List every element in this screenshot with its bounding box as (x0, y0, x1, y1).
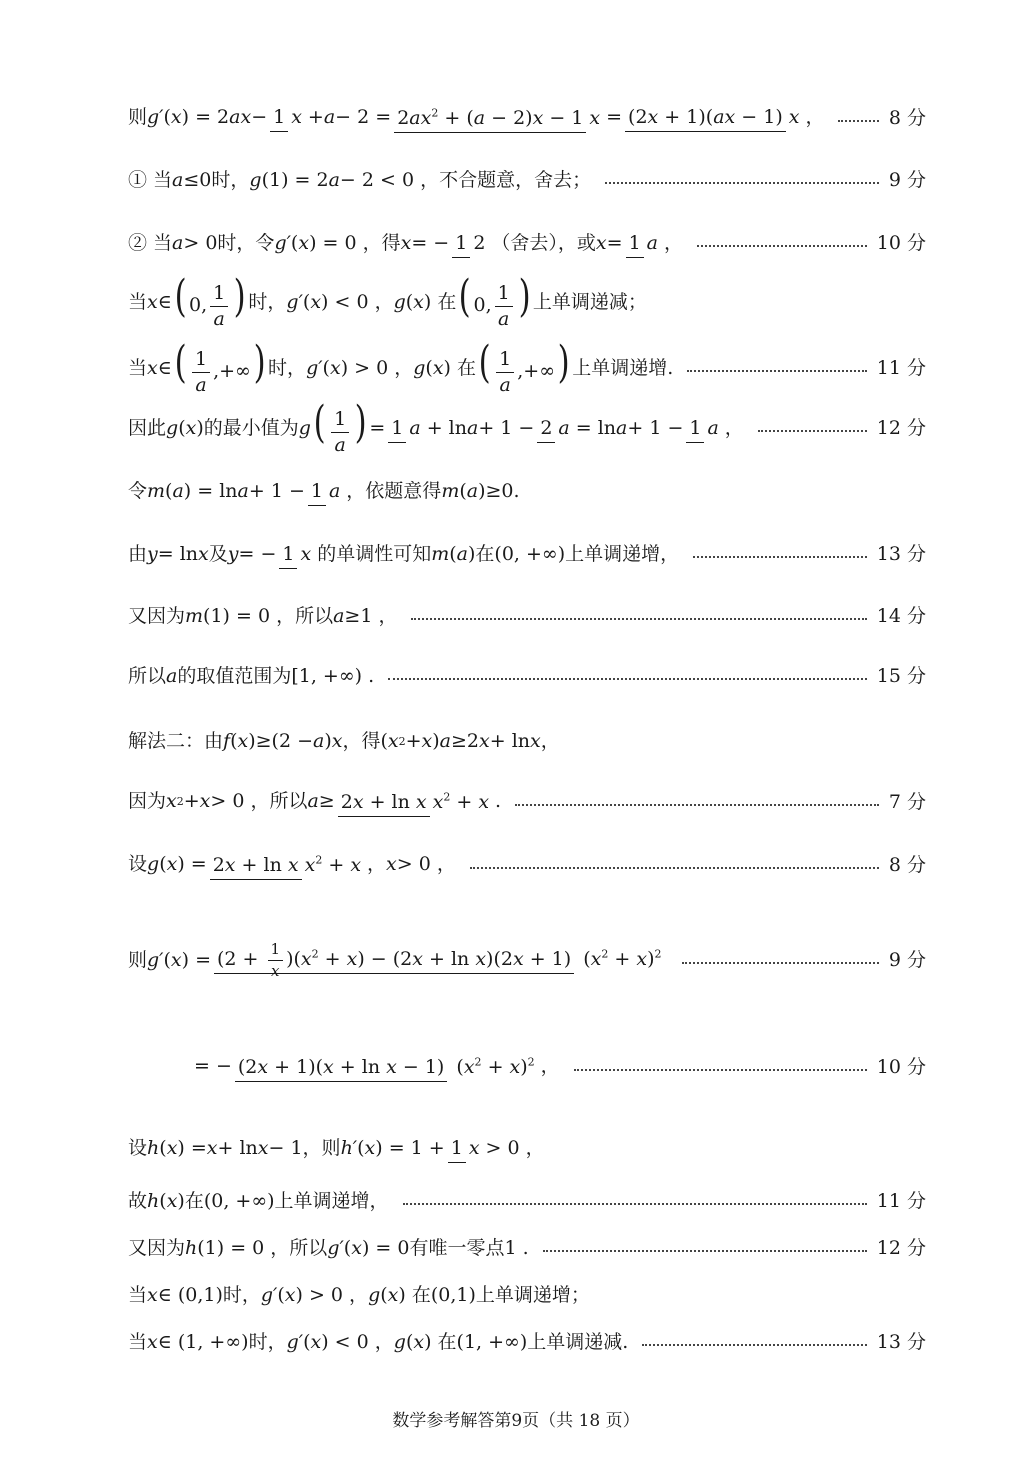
dot-leader (693, 556, 867, 558)
solution-line-16: 设 h ( x ) = x + ln x − 1，则 h′ ( x ) = 1 + 1 x > 0 ， (128, 1122, 926, 1174)
solution-line-13: 设 g ( x ) = 2x + ln x $x^2 + x$ ， x > 0 ， 8 分 (128, 839, 926, 891)
solution-line-2: ① 当 a ≤0时， g (1) = 2 a − 2 < 0 ，不合题意，舍去； 9 分 (128, 168, 926, 191)
dot-leader (642, 1344, 866, 1346)
solution-line-15: = − (2x + 1)(x + ln x − 1) $(x^2 + x)^2$ ， 10 分 (194, 1035, 926, 1099)
solution-line-20: 当 x ∈ (1, +∞)时， g′ ( x ) < 0 ， g ( x ) 在(1, +∞)上单调递减. 13 分 (128, 1330, 926, 1353)
solution-line-6: 因此 g ( x )的最小值为 g ( $\frac{1}{a}$ ) = 1 a + ln a + 1 − 2 a = ln a + 1 − 1 a ， 12 分 (128, 397, 926, 456)
score-label: 10 分 (876, 1055, 926, 1078)
score-label: 9 分 (888, 948, 926, 971)
score-label: 8 分 (888, 853, 926, 876)
dot-leader (388, 678, 867, 680)
solution-line-9: 又因为 m (1) = 0 ，所以 a ≥1 ， 14 分 (128, 604, 926, 627)
page-footer: 数学参考解答第9页（共 18 页） (392, 1411, 640, 1431)
solution-line-8: 由 y = ln x 及 y = − 1 x 的单调性可知 m ( a )在(0, +∞)上单调递增， 13 分 (128, 528, 926, 580)
dot-leader (682, 962, 879, 964)
dot-leader (687, 370, 867, 372)
solution-line-19: 当 x ∈ (0,1)时， g′ ( x ) > 0 ， g ( x ) 在(0,1)上单调递增； (128, 1283, 590, 1306)
score-label: 10 分 (876, 231, 926, 254)
dot-leader (543, 1250, 867, 1252)
solution-line-1: 则 g′ ( x ) = 2 ax − 1 x + a − 2 = $2ax^2 + (a - 2)x - 1$ x = (2x + 1)(ax − 1) x ， 8 分 (128, 92, 926, 144)
dot-leader (758, 430, 867, 432)
score-label: 13 分 (876, 1330, 926, 1353)
dot-leader (470, 867, 879, 869)
score-label: 14 分 (876, 604, 926, 627)
score-label: 7 分 (888, 790, 926, 813)
score-label: 11 分 (876, 1189, 926, 1212)
solution-line-5: 当 x ∈ ( $\frac{1}{a}$ ,+∞) 时， g′ ( x ) > 0 ， g ( x ) 在 ( $\frac{1}{a}$ ,+∞) 上单调递增. 11 分 (128, 337, 926, 396)
solution-line-17: 故 h ( x )在(0, +∞)上单调递增， 11 分 (128, 1189, 926, 1212)
dot-leader (403, 1203, 867, 1205)
score-label: 11 分 (876, 356, 926, 379)
dot-leader (697, 245, 867, 247)
score-label: 8 分 (888, 106, 926, 129)
solution-line-18: 又因为 h (1) = 0 ，所以 g′ ( x ) = 0有唯一零点1 . 12 分 (128, 1236, 926, 1259)
score-label: 9 分 (888, 168, 926, 191)
solution-line-10: 所以 a 的取值范围为[1, +∞) . 15 分 (128, 664, 926, 687)
dot-leader (515, 804, 879, 806)
solution-line-7: 令 m ( a ) = ln a + 1 − 1 a ，依题意得 m ( a )≥0. (128, 465, 926, 517)
dot-leader (605, 182, 879, 184)
dot-leader (411, 618, 866, 620)
solution-line-14: 则 g′ ( x ) = (2 + $\frac{1}{x}$ )$(x^2 + x) - (2x + \ln x)(2x + 1)$ $(x^2 + x)^2$ 9 分 (128, 939, 926, 980)
score-label: 15 分 (876, 664, 926, 687)
score-label: 13 分 (876, 542, 926, 565)
score-label: 12 分 (876, 416, 926, 439)
solution-line-12: 因为 x 2 + x > 0 ，所以 a ≥ 2x + ln x $x^2 + x$ . 7 分 (128, 776, 926, 828)
dot-leader (574, 1069, 867, 1071)
solution-line-4: 当 x ∈ ( 0, $\frac{1}{a}$ ) 时， g′ ( x ) < 0 ， g ( x ) 在 ( 0, $\frac{1}{a}$ ) 上单调递减； (128, 271, 647, 330)
solution-line-3: ② 当 a > 0时，令 g′ ( x ) = 0 ，得 x = − 1 2 （舍去），或 x = 1 a ， 10 分 (128, 218, 926, 268)
dot-leader (838, 120, 878, 122)
solution-line-11: 解法二：由 f ( x )≥(2 − a ) x ，得( x 2 + x ) a ≥2 x + ln x ， (128, 729, 560, 752)
score-label: 12 分 (876, 1236, 926, 1259)
